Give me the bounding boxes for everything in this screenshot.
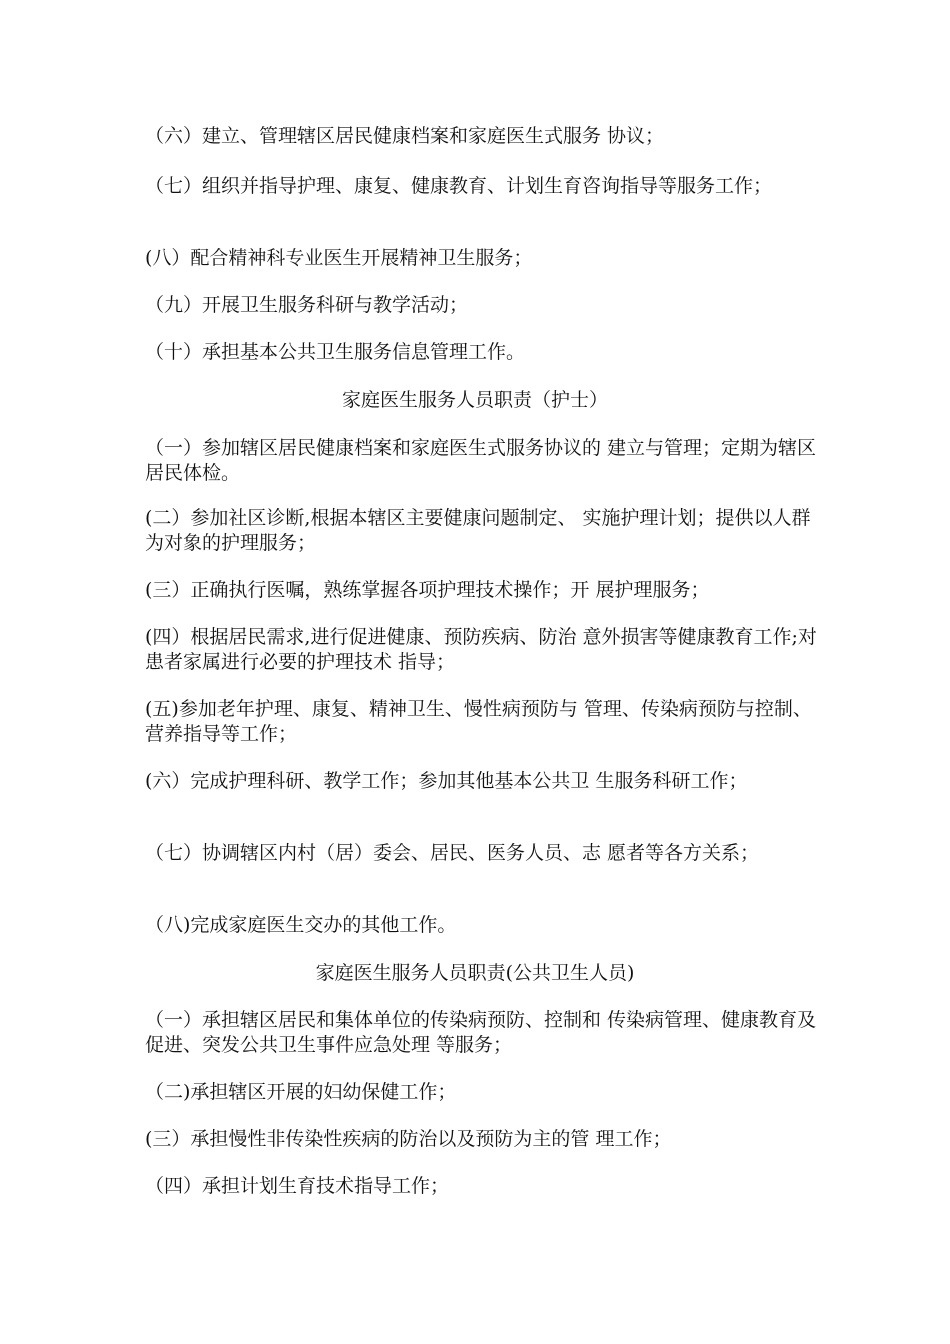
nurse-duty-3: (三）正确执行医嘱，熟练掌握各项护理技术操作；开 展护理服务； [145, 579, 710, 601]
paragraph-top-7: （七）组织并指导护理、康复、健康教育、计划生育咨询指导等服务工作； [145, 175, 773, 197]
nurse-duty-2: (二）参加社区诊断,根据本辖区主要健康问题制定、 实施护理计划；提供以人群为对象的护理服务； [145, 507, 811, 554]
paragraph-top-10: （十）承担基本公共卫生服务信息管理工作。 [145, 341, 526, 363]
nurse-duty-4: (四）根据居民需求,进行促进健康、预防疾病、防治 意外损害等健康教育工作;对患者家属进行必要的护理技术 指导； [145, 626, 817, 673]
nurse-duty-1: （一）参加辖区居民健康档案和家庭医生式服务协议的 建立与管理；定期为辖区居民体检。 [145, 437, 817, 484]
nurse-duty-6: (六）完成护理科研、教学工作；参加其他基本公共卫 生服务科研工作； [145, 770, 748, 792]
section-heading-public-health: 家庭医生服务人员职责(公共卫生人员) [315, 962, 635, 984]
paragraph-top-9: （九）开展卫生服务科研与教学活动； [145, 294, 469, 316]
nurse-duty-7: （七）协调辖区内村（居）委会、居民、医务人员、志 愿者等各方关系； [145, 842, 760, 864]
paragraph-top-8: (八）配合精神科专业医生开展精神卫生服务； [145, 247, 533, 269]
paragraph-top-6: （六）建立、管理辖区居民健康档案和家庭医生式服务 协议； [145, 125, 665, 147]
nurse-duty-8: （八)完成家庭医生交办的其他工作。 [145, 914, 457, 936]
public-health-duty-4: （四）承担计划生育技术指导工作； [145, 1175, 450, 1197]
section-heading-nurse: 家庭医生服务人员职责（护士） [341, 389, 608, 411]
public-health-duty-1: （一）承担辖区居民和集体单位的传染病预防、控制和 传染病管理、健康教育及促进、突发公共卫生事件应急处理 等服务； [145, 1009, 817, 1056]
public-health-duty-3: (三）承担慢性非传染性疾病的防治以及预防为主的管 理工作； [145, 1128, 672, 1150]
public-health-duty-2: （二)承担辖区开展的妇幼保健工作； [145, 1081, 457, 1103]
nurse-duty-5: (五)参加老年护理、康复、精神卫生、慢性病预防与 管理、传染病预防与控制、营养指导等工作； [145, 698, 812, 745]
